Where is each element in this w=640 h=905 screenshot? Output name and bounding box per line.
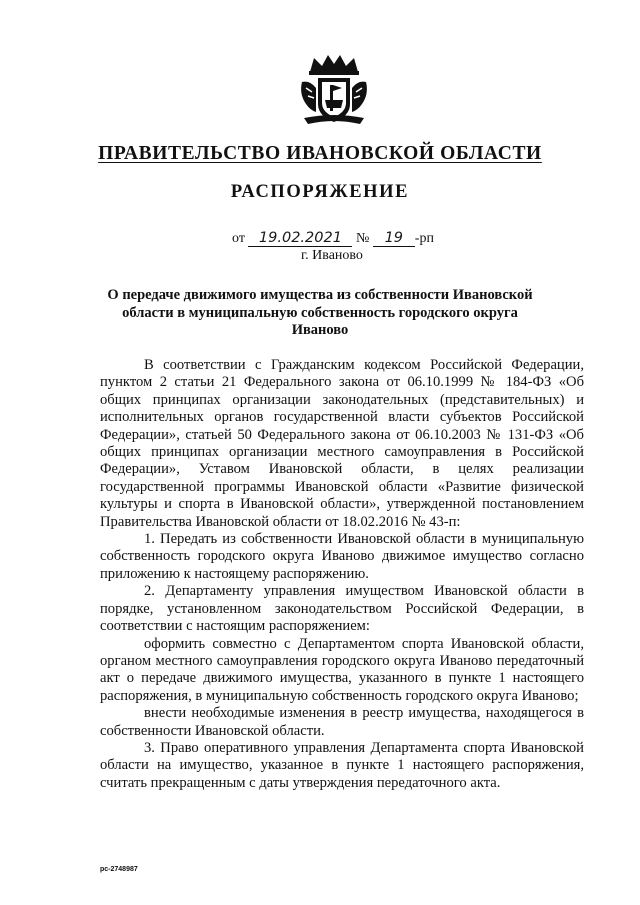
paragraph-item-3: 3. Право оперативного управления Департамента спорта Ивановской области на имущество, указанное в пункте 1 настоящего распоряжения, считать прекращенным с даты утверждения передаточного акта. xyxy=(100,739,584,791)
document-title: О передаче движимого имущества из собственности Ивановской области в муниципальную собственность городского округа Иваново xyxy=(107,287,533,338)
paragraph-item-1: 1. Передать из собственности Ивановской области в муниципальную собственность городского округа Иваново движимое имущество согласно приложению к настоящему распоряжению. xyxy=(100,531,584,582)
number-prefix: № xyxy=(355,231,370,246)
document-type-heading: РАСПОРЯЖЕНИЕ xyxy=(230,182,410,202)
document-body xyxy=(100,357,584,792)
paragraph-item-2: 2. Департаменту управления имуществом Ивановской области в порядке, установленном законодательством Российской Федерации, в соответствии с настоящим распоряжением: xyxy=(100,583,584,635)
date-prefix: от xyxy=(232,231,245,246)
government-name-heading: ПРАВИТЕЛЬСТВО ИВАНОВСКОЙ ОБЛАСТИ xyxy=(98,143,542,164)
city-label: г. Иваново xyxy=(301,248,363,263)
paragraph-preamble: В соответствии с Гражданским кодексом Российской Федерации, пунктом 2 статьи 21 Федерального закона от 06.10.1999 № 184-ФЗ «Об общих принципах организации законодательных (представительных) и исполнительных органов государственной власти субъектов Российской Федерации», статьей 50 Федерального закона от 06.10.2003 № 131-ФЗ «Об общих принципах организации местного самоуправления в Российской Федерации», Уставом Ивановской области, в целях реализации государственной программы Ивановской области «Развитие физической культуры и спорта в Ивановской области», утвержденной постановлением Правительства Ивановской области от 18.02.2016 № 43-п: xyxy=(100,357,584,530)
handwritten-date: 19.02.2021 xyxy=(248,230,352,247)
paragraph-item-2-sub-1: оформить совместно с Департаментом спорта Ивановской области, органом местного самоуправления городского округа Иваново передаточный акт о передаче движимого имущества, указанного в пункте 1 настоящего распоряжения, в муниципальную собственность городского округа Иваново; xyxy=(100,635,584,704)
footer-code: рс-2748987 xyxy=(100,866,138,873)
date-number-line xyxy=(232,230,492,247)
coat-of-arms-emblem xyxy=(296,52,372,128)
number-suffix: -рп xyxy=(414,231,434,246)
paragraph-item-2-sub-2: внести необходимые изменения в реестр имущества, находящегося в собственности Ивановской области. xyxy=(100,705,584,739)
handwritten-number: 19 xyxy=(373,230,415,247)
